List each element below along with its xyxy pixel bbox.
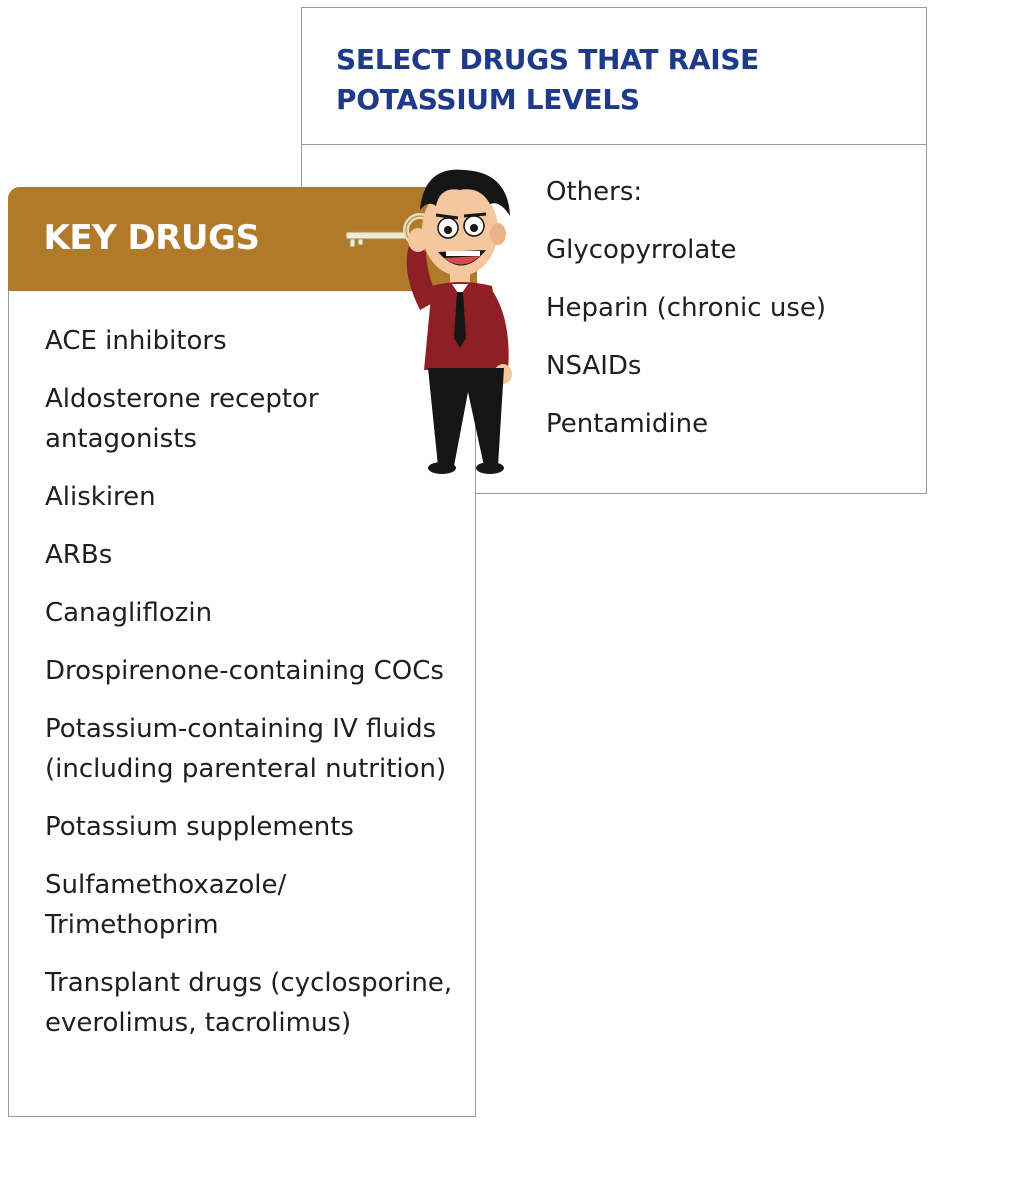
others-item-pentamidine: Pentamidine: [546, 409, 709, 439]
key-drugs-title: KEY DRUGS: [43, 218, 260, 258]
key-drug-item: ACE inhibitors: [45, 326, 227, 356]
others-list: [546, 172, 826, 462]
select-drugs-title-line1: SELECT DRUGS THAT RAISE: [336, 43, 760, 76]
select-drugs-title-line2: POTASSIUM LEVELS: [336, 83, 640, 116]
key-drug-item: Potassium supplements: [45, 812, 354, 842]
key-drug-item: Aliskiren: [45, 482, 156, 512]
select-drugs-header: [302, 8, 926, 145]
others-item-nsaids: NSAIDs: [546, 351, 642, 381]
select-drugs-title: [336, 40, 896, 120]
key-drug-item: Transplant drugs (cyclosporine, everolimus, tacrolimus): [45, 968, 453, 1038]
key-drug-item: Aldosterone receptor antagonists: [45, 384, 319, 454]
others-item-glycopyrrolate: Glycopyrrolate: [546, 235, 737, 265]
key-drug-item: ARBs: [45, 540, 113, 570]
key-drug-item: Sulfamethoxazole/ Trimethoprim: [45, 870, 287, 940]
cartoon-man-holding-key-icon: [340, 160, 530, 480]
key-drug-item: Potassium-containing IV fluids (including parenteral nutrition): [45, 714, 447, 784]
key-drug-item: Drospirenone-containing COCs: [45, 656, 444, 686]
others-label: Others:: [546, 177, 643, 207]
others-item-heparin: Heparin (chronic use): [546, 293, 827, 323]
key-drug-item: Canagliflozin: [45, 598, 213, 628]
